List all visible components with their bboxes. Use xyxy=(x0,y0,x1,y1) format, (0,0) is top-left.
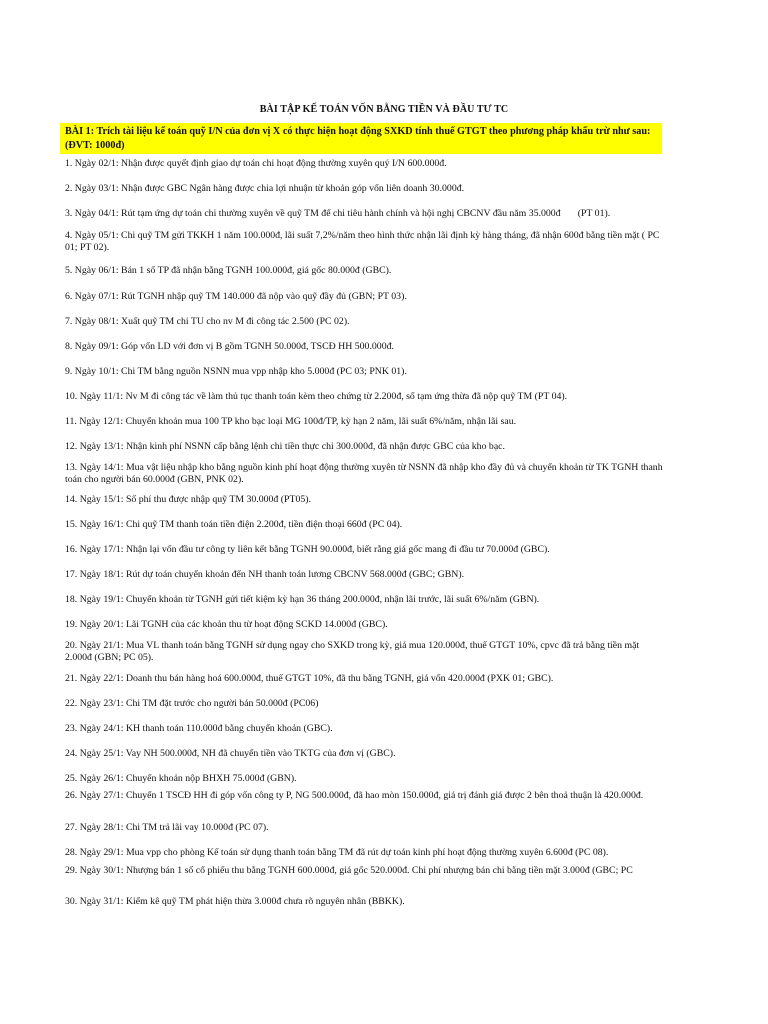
list-item: 6. Ngày 07/1: Rút TGNH nhập quỹ TM 140.000 đã nộp vào quỹ đầy đủ (GBN; PT 03). xyxy=(65,291,407,302)
list-item: 22. Ngày 23/1: Chi TM đặt trước cho người bán 50.000đ (PC06) xyxy=(65,698,319,709)
list-item: 11. Ngày 12/1: Chuyển khoản mua 100 TP kho bạc loại MG 100đ/TP, kỳ hạn 2 năm, lãi suất 6%/năm, nhận lãi sau. xyxy=(65,416,517,427)
list-item: 5. Ngày 06/1: Bán 1 số TP đã nhận bằng TGNH 100.000đ, giá gốc 80.000đ (GBC). xyxy=(65,265,392,276)
list-item: 9. Ngày 10/1: Chi TM bằng nguồn NSNN mua vpp nhập kho 5.000đ (PC 03; PNK 01). xyxy=(65,366,407,377)
list-item: 28. Ngày 29/1: Mua vpp cho phòng Kế toán sử dụng thanh toán bằng TM đã rút dự toán kinh phí hoạt động thường xuyên 6.600đ (PC 08). xyxy=(65,847,609,858)
list-item: 2. Ngày 03/1: Nhận được GBC Ngân hàng được chia lợi nhuận từ khoản góp vốn liên doanh 30.000đ. xyxy=(65,183,465,194)
list-item: 12. Ngày 13/1: Nhận kinh phí NSNN cấp bằng lệnh chi tiền thực chi 300.000đ, đã nhận được GBC của kho bạc. xyxy=(65,441,505,452)
list-item: 7. Ngày 08/1: Xuất quỹ TM chi TU cho nv M đi công tác 2.500 (PC 02). xyxy=(65,316,350,327)
list-item: 29. Ngày 30/1: Nhượng bán 1 số cổ phiếu thu bằng TGNH 600.000đ, giá gốc 520.000đ. Chi phí nhượng bán chi bằng tiền mặt 3.000đ (GBC; PC xyxy=(65,865,633,876)
list-item: 16. Ngày 17/1: Nhận lại vốn đầu tư công ty liên kết bằng TGNH 90.000đ, biết rằng giá gốc mang đi đầu tư 70.000đ (GBC). xyxy=(65,544,550,555)
list-item: 13. Ngày 14/1: Mua vật liệu nhập kho bằng nguồn kinh phí hoạt động thường xuyên từ NSNN đã nhập kho đầy đủ và chuyển khoản từ TK TGNH thanh toán cho người bán 60.000đ (GBN, PNK 02). xyxy=(65,462,666,485)
list-item: 8. Ngày 09/1: Góp vốn LD với đơn vị B gồm TGNH 50.000đ, TSCĐ HH 500.000đ. xyxy=(65,341,394,352)
list-item: 27. Ngày 28/1: Chi TM trả lãi vay 10.000đ (PC 07). xyxy=(65,822,269,833)
list-item: 14. Ngày 15/1: Số phí thu được nhập quỹ TM 30.000đ (PT05). xyxy=(65,494,311,505)
exercise-heading: BÀI 1: Trích tài liệu kế toán quỹ I/N của đơn vị X có thực hiện hoạt động SXKD tính thuế GTGT theo phương pháp khấu trừ như sau: (ĐVT: 1000đ) xyxy=(60,123,662,154)
list-item: 20. Ngày 21/1: Mua VL thanh toán bằng TGNH sử dụng ngay cho SXKD trong kỳ, giá mua 120.000đ, thuế GTGT 10%, cpvc đã trả bằng tiền mặt 2.000đ (GBN; PC 05). xyxy=(65,640,642,663)
list-item: 15. Ngày 16/1: Chi quỹ TM thanh toán tiền điện 2.200đ, tiền điện thoại 660đ (PC 04). xyxy=(65,519,403,530)
list-item: 25. Ngày 26/1: Chuyển khoản nộp BHXH 75.000đ (GBN). xyxy=(65,773,297,784)
list-item: 1. Ngày 02/1: Nhận được quyết định giao dự toán chi hoạt động thường xuyên quý I/N 600.000đ. xyxy=(65,158,447,169)
list-item: 17. Ngày 18/1: Rút dự toán chuyển khoản đến NH thanh toán lương CBCNV 568.000đ (GBC; GBN). xyxy=(65,569,465,580)
list-item: 18. Ngày 19/1: Chuyển khoản từ TGNH gửi tiết kiệm kỳ hạn 36 tháng 200.000đ, nhận lãi trước, lãi suất 6%/năm (GBN). xyxy=(65,594,540,605)
list-item: 24. Ngày 25/1: Vay NH 500.000đ, NH đã chuyển tiền vào TKTG của đơn vị (GBC). xyxy=(65,748,396,759)
list-item: 10. Ngày 11/1: Nv M đi công tác về làm thủ tục thanh toán kèm theo chứng từ 2.200đ, số tạm ứng thừa đã nộp quỹ TM (PT 04). xyxy=(65,391,568,402)
list-item: 30. Ngày 31/1: Kiểm kê quỹ TM phát hiện thừa 3.000đ chưa rõ nguyên nhân (BBKK). xyxy=(65,896,405,907)
document-title: BÀI TẬP KẾ TOÁN VỐN BẰNG TIỀN VÀ ĐẦU TƯ TC xyxy=(259,104,509,115)
list-item: 4. Ngày 05/1: Chi quỹ TM gửi TKKH 1 năm 100.000đ, lãi suất 7,2%/năm theo hình thức nhận lãi định kỳ hàng tháng, đã nhận 600đ bằng tiền mặt ( PC 01; PT 02). xyxy=(65,230,662,253)
list-item: 3. Ngày 04/1: Rút tạm ứng dự toán chi thường xuyên về quỹ TM để chi tiêu hành chính và hội nghị CBCNV đầu năm 35.000đ (PT 01). xyxy=(65,208,611,219)
list-item: 23. Ngày 24/1: KH thanh toán 110.000đ bằng chuyển khoản (GBC). xyxy=(65,723,333,734)
list-item: 26. Ngày 27/1: Chuyển 1 TSCĐ HH đi góp vốn công ty P, NG 500.000đ, đã hao mòn 150.000đ, giá trị đánh giá được 2 bên thoả thuận là 420.000đ. xyxy=(65,790,644,801)
list-item: 21. Ngày 22/1: Doanh thu bán hàng hoá 600.000đ, thuế GTGT 10%, đã thu bằng TGNH, giá vốn 420.000đ (PXK 01; GBC). xyxy=(65,673,554,684)
list-item: 19. Ngày 20/1: Lãi TGNH của các khoản thu từ hoạt động SCKD 14.000đ (GBC). xyxy=(65,619,388,630)
